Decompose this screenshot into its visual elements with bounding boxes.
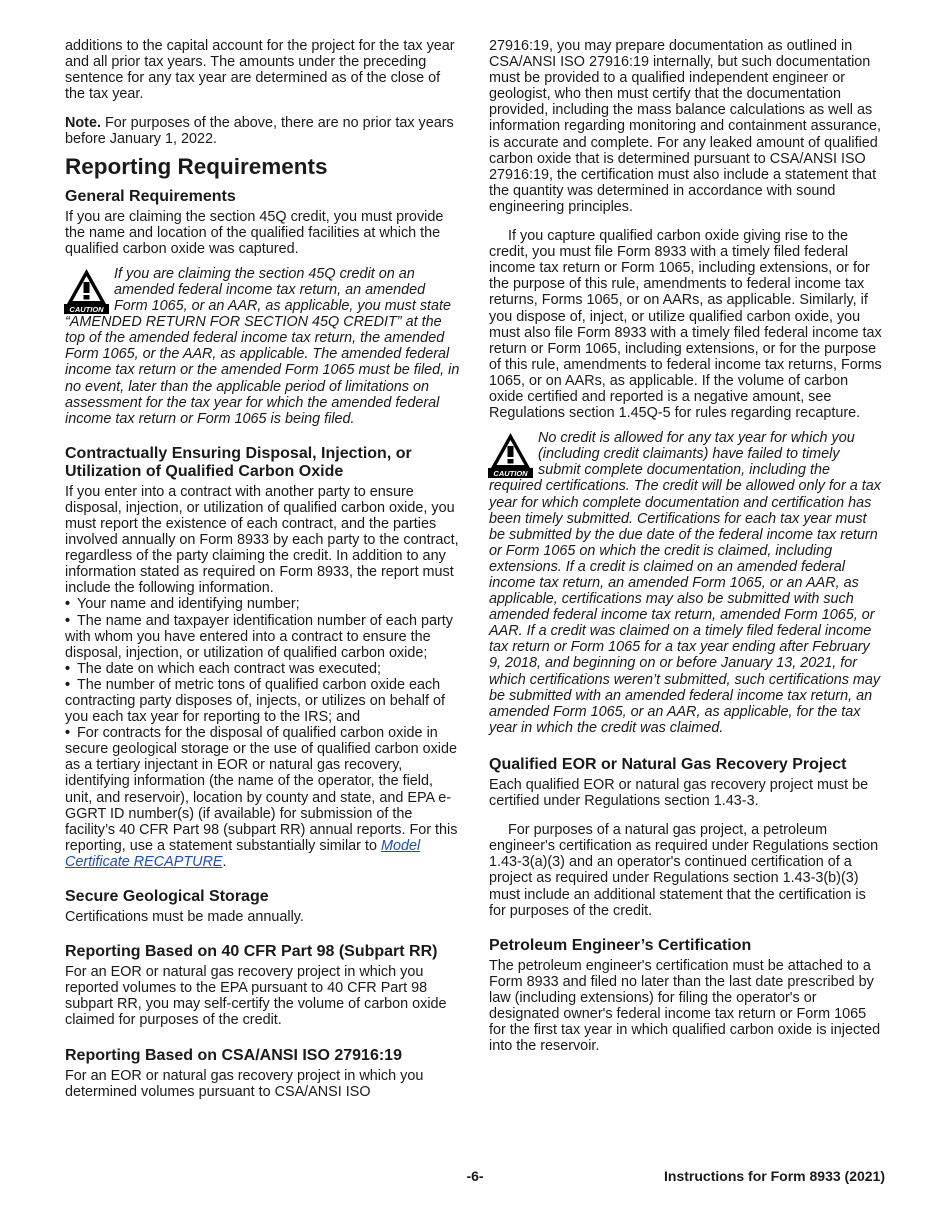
iso-heading: Reporting Based on CSA/ANSI ISO 27916:19 (65, 1046, 402, 1064)
caution-icon (488, 432, 533, 478)
caution-note-no-credit (489, 430, 885, 736)
list-item: • The number of metric tons of qualified carbon oxide each contracting party disposes of, injects, or utilizes on behalf of you each tax year for reporting to the IRS; and (65, 676, 445, 726)
right-column (489, 38, 885, 1054)
caution-label: CAUTION (493, 469, 528, 479)
list-item: • The name and taxpayer identification number of each party with whom you have entered into a contract to ensure the disposal, injection, or utilization of qualified carbon oxide; (65, 612, 453, 661)
cfr-heading: Reporting Based on 40 CFR Part 98 (Subpart RR) (65, 943, 438, 961)
contract-heading: Contractually Ensuring Disposal, Injection, or Utilization of Qualified Carbon Oxide (65, 444, 412, 480)
section-title: Reporting Requirements (65, 153, 328, 179)
note-text: For purposes of the above, there are no prior tax years before January 1, 2022. (65, 115, 454, 148)
capture-paragraph: If you capture qualified carbon oxide giving rise to the credit, you must file Form 8933 with a timely filed federal income tax return or Form 1065, including extensions, or for the purpose of this rule, amendments to federal income tax returns, Forms 1065, or on AARs, as applicable. Similarly, if you dispose of, inject, or utilize qualified carbon oxide, you must also file Form 8933 with a timely filed federal income tax return or Form 1065, including extensions, or for the purpose of this rule, amendments to federal income tax returns, Forms 1065, or on AARs, as applicable. If the volume of carbon oxide certified and reported is a negative amount, see Regulations section 1.45Q-5 for rules regarding recapture. (489, 228, 882, 422)
engineer-certification-heading: Petroleum Engineer’s Certification (489, 936, 752, 954)
page-footer (65, 1168, 885, 1186)
secure-storage-text: Certifications must be made annually. (65, 909, 304, 926)
eor-text: Each qualified EOR or natural gas recovery project must be certified under Regulations section 1.43-3. (489, 776, 869, 810)
engineer-certification-text: The petroleum engineer's certification must be attached to a Form 8933 and filed no later than the last date prescribed by law (including extensions) for filing the operator's or designated owner's federal income tax return or Form 1065 for the first tax year in which qualified carbon oxide is injected into the reservoir. (489, 957, 881, 1055)
eor-heading: Qualified EOR or Natural Gas Recovery Project (489, 755, 847, 773)
model-certificate-recapture-link[interactable]: Model Certificate RECAPTURE (65, 837, 421, 870)
contract-text: If you enter into a contract with another party to ensure disposal, injection, or utilization of qualified carbon oxide, you must report the existence of each contract, and the parties involved annually on Form 8933 by each party to the contract, regardless of the party claiming the credit. In addition to any information stated as required on Form 8933, the report must include the following information. (65, 483, 459, 597)
cfr-text: For an EOR or natural gas recovery project in which you reported volumes to the EPA pursuant to 40 CFR Part 98 subpart RR, you may self-certify the volume of carbon oxide claimed for purposes of the credit. (65, 964, 447, 1029)
page-number: -6- (466, 1168, 484, 1184)
secure-storage-heading: Secure Geological Storage (65, 888, 269, 906)
form-title: Instructions for Form 8933 (2021) (664, 1168, 885, 1184)
left-column (65, 38, 461, 1100)
intro-paragraph: additions to the capital account for the project for the tax year and all prior tax years. The amounts under the preceding sentence for any tax year are determined as of the close of the tax year. (65, 38, 455, 103)
list-item: • For contracts for the disposal of qualified carbon oxide in secure geological storage or the use of qualified carbon oxide as a tertiary injectant in EOR or natural gas recovery, identifying information (the name of the operator, the field, unit, and reservoir), location by county and state, and EPA e-GGRT ID number(s) (if available) for submission of the facility’s 40 CFR Part 98 (subpart RR) annual reports. For this reporting, use a statement substantially similar to Model Certificate RECAPTURE. (65, 725, 458, 870)
general-requirements-text: If you are claiming the section 45Q credit, you must provide the name and location of the qualified facilities at which the qualified carbon oxide was captured. (65, 208, 444, 257)
caution-icon (64, 268, 109, 314)
note-label: Note. (65, 115, 101, 132)
note-paragraph (65, 115, 461, 147)
caution-note-amended-return (65, 266, 461, 427)
list-item: • Your name and identifying number; (65, 596, 300, 613)
caution-label: CAUTION (69, 304, 104, 314)
iso-text: For an EOR or natural gas recovery project in which you determined volumes pursuant to CSA/ANSI ISO (65, 1067, 424, 1100)
iso-continued-text: 27916:19, you may prepare documentation as outlined in CSA/ANSI ISO 27916:19 internally, but such documentation must be provided to a qualified independent engineer or geologist, who then must certify that the documentation provided, including the mass balance calculations as well as information regarding monitoring and containment assurance, is accurate and complete. For any leaked amount of qualified carbon oxide that is determined pursuant to CSA/ANSI ISO 27916:19, the certification must also include a statement that the quantity was determined in accordance with sound engineering principles. (489, 38, 881, 215)
list-item: • The date on which each contract was executed; (65, 660, 381, 677)
contract-bullet-list (65, 596, 461, 870)
caution-text: If you are claiming the section 45Q credit on an amended federal income tax return, an amended Form 1065, or an AAR, as applicable, you must state “AMENDED RETURN FOR SECTION 45Q CREDIT” at the top of the amended federal income tax return, the amended Form 1065, or the AAR, as applicable. The amended federal income tax return or the amended Form 1065 must be filed, in no event, later than the applicable period of limitations on assessment for the tax year for which the amended federal income tax return or Form 1065 is being filed. (65, 265, 460, 427)
gas-project-paragraph: For purposes of a natural gas project, a petroleum engineer's certification as required under Regulations section 1.43-3(a)(3) and an operator's continued certification of a project as required under Regulations section 1.43-3(b)(3) must include an additional statement that the certification is for purposes of the credit. (489, 822, 879, 919)
caution-text: No credit is allowed for any tax year for which you (including credit claimants) have failed to timely submit complete documentation, including the required certifications. The credit will be allowed only for a tax year for which complete documentation and certification has been timely submitted. Certifications for each tax year must be submitted by the due date of the federal income tax return or Form 1065 on which the credit is claimed, including extensions. If a credit is claimed on an amended federal income tax return, an amended Form 1065, or an AAR, as applicable, certifications may also be submitted with such amended federal income tax return, amended Form 1065, or AAR. If a credit was claimed on a timely filed federal income tax return or Form 1065 for a tax year ending after February 9, 2018, and beginning on or before January 13, 2021, for which certifications weren’t submitted, such certifications may be submitted with an amended federal income tax return, an amended Form 1065, or an AAR, as applicable, for the tax year in which the credit was claimed. (489, 430, 881, 736)
general-requirements-heading: General Requirements (65, 187, 236, 205)
